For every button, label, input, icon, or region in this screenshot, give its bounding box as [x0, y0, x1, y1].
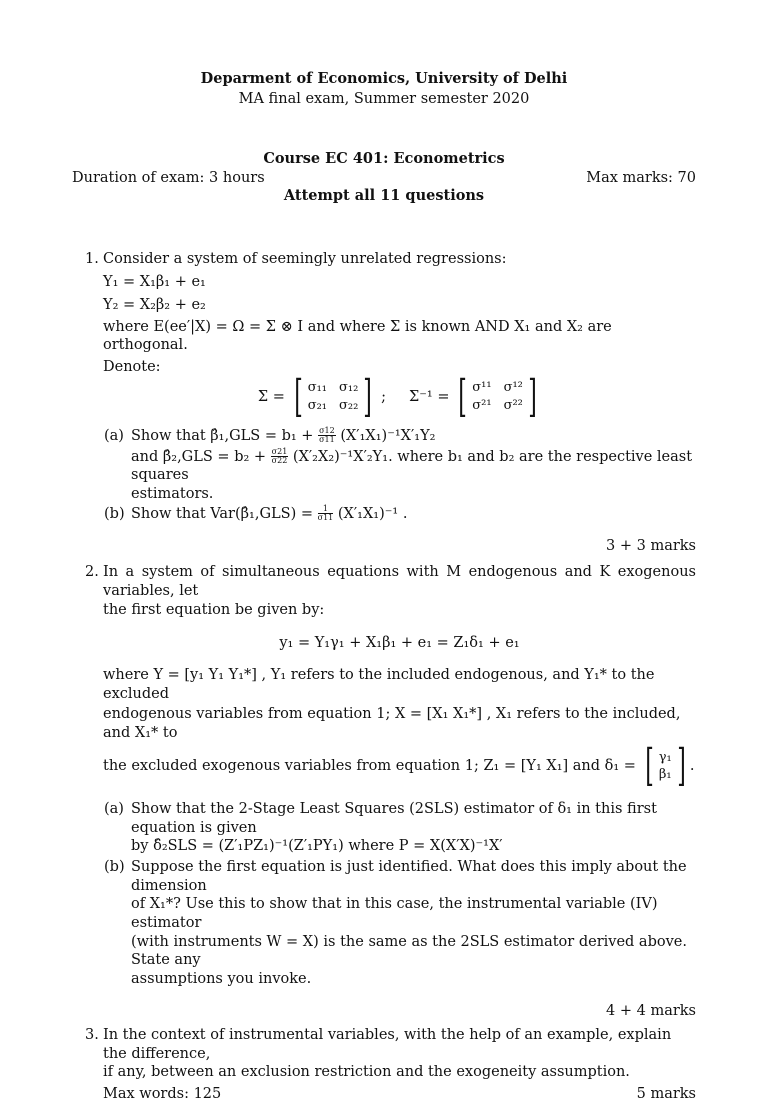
matrix-cell: σ²² [503, 397, 523, 413]
q1-equation-2: Y₂ = X₂β₂ + e₂ [103, 296, 206, 313]
q1-equation-1: Y₁ = X₁β₁ + e₁ [103, 273, 206, 290]
q3-line-2: if any, between an exclusion restriction and the exogeneity assumption. [103, 1064, 630, 1081]
left-bracket: [ [458, 370, 468, 422]
delta-vector [641, 740, 690, 792]
q1-where: where E(ee′|X) = Ω = Σ ⊗ I and where Σ is known AND X₁ and X₂ are orthogonal. [103, 318, 612, 354]
q2-part-b-line-1: Suppose the first equation is just identified. What does this imply about the dimension [131, 859, 687, 894]
q1-a-text: and β̂₂,GLS = b₂ + [131, 448, 267, 465]
department-title: Deparment of Economics, University of Delhi [200, 70, 568, 87]
attempt-instruction: Attempt all 11 questions [283, 187, 485, 205]
q2-part-a-line-2: by δ̂₂SLS = (Z′₁PZ₁)⁻¹(Z′₁PY₁) where P = X(X′X)⁻¹X′ [131, 838, 503, 855]
fraction [318, 427, 336, 444]
q1-part-b-line [131, 505, 696, 524]
q1-b-text: (X′₁X₁)⁻¹ . [337, 505, 408, 522]
q1-part-b [104, 504, 696, 524]
fraction-denominator: σ11 [319, 435, 335, 445]
matrix-cell: σ₁₂ [339, 380, 359, 396]
vector-cell: γ₁ [658, 749, 672, 765]
part-label: (a) [104, 427, 124, 444]
q2-where-line-1: where Y = [y₁ Y₁ Y₁*] , Y₁ refers to the included endogenous, and Y₁* to the excluded [103, 667, 655, 702]
q2-part-a [104, 800, 696, 856]
q2-intro-line-2: the first equation be given by: [103, 601, 325, 618]
q2-part-a-line-1: Show that the 2-Stage Least Squares (2SLS) estimator of δ₁ in this first equation is given [131, 801, 657, 836]
exam-page [72, 70, 696, 1104]
sigma-matrix [290, 370, 377, 422]
sigma-inverse-matrix [454, 370, 541, 422]
q1-b-text: Show that Var(β̂₁,GLS) = [131, 505, 314, 522]
q1-part-a-line-1 [131, 427, 696, 446]
fraction [318, 505, 334, 522]
q2-where-line-3 [103, 740, 696, 792]
question-number: 3. [85, 1027, 99, 1044]
semicolon: ; [381, 388, 386, 405]
q1-part-a [104, 426, 696, 504]
q2-part-b-line-4: assumptions you invoke. [131, 970, 312, 987]
q3-line-1: In the context of instrumental variables, with the help of an example, explain the difference, [103, 1027, 672, 1062]
matrix-cell: σ₁₁ [307, 380, 328, 396]
q2-part-b [104, 858, 696, 988]
q1-part-a-line-2 [131, 448, 696, 485]
q3-marks: 5 marks [636, 1086, 696, 1103]
exam-subtitle: MA final exam, Summer semester 2020 [238, 90, 530, 107]
q2-intro-line-1: In a system of simultaneous equations with M endogenous and K exogenous variables, let [103, 564, 696, 600]
fraction-numerator: σ12 [319, 426, 335, 436]
fraction-numerator: σ21 [271, 447, 288, 457]
sigma-lhs: Σ = [257, 388, 285, 405]
right-bracket: ] [363, 370, 373, 422]
q3-footer-row [103, 1085, 696, 1104]
exam-info-row [72, 169, 696, 188]
question-number: 2. [85, 564, 99, 581]
question-3 [85, 1026, 696, 1104]
q1-a-text: Show that β̂₁,GLS = b₁ + [131, 427, 314, 444]
q1-part-a-line-3: estimators. [131, 485, 214, 502]
duration-text: Duration of exam: 3 hours [72, 169, 265, 186]
part-label: (b) [104, 505, 125, 522]
fraction [271, 448, 289, 465]
right-bracket: ] [528, 370, 537, 422]
question-1 [85, 250, 696, 556]
q1-intro: Consider a system of seemingly unrelated regressions: [103, 250, 507, 267]
q2-where-text: the excluded exogenous variables from equation 1; Z₁ = [Y₁ X₁] and δ₁ = [103, 758, 636, 775]
q2-part-b-line-3: (with instruments W = X) is the same as the 2SLS estimator derived above. State any [131, 933, 687, 969]
matrix-cell: σ¹¹ [472, 380, 492, 396]
sigma-inverse-lhs: Σ⁻¹ = [409, 388, 450, 405]
vector-cell: β₁ [658, 767, 672, 783]
matrix-cell: σ¹² [503, 380, 523, 396]
max-marks-text: Max marks: 70 [586, 169, 696, 186]
q2-equation: y₁ = Y₁γ₁ + X₁β₁ + e₁ = Z₁δ₁ + e₁ [279, 634, 520, 651]
course-title: Course EC 401: Econometrics [263, 150, 505, 168]
fraction-denominator: σ11 [317, 513, 334, 523]
part-label: (a) [104, 801, 124, 818]
fraction-denominator: σ22 [271, 456, 288, 466]
q3-max-words: Max words: 125 [103, 1086, 222, 1103]
q2-where-line-2: endogenous variables from equation 1; X = [X₁ X₁*] , X₁ refers to the included, and X₁* to [103, 706, 681, 741]
fraction-numerator: 1 [318, 505, 334, 514]
matrix-cell: σ₂₁ [307, 397, 328, 413]
q1-a-text: (X′₁X₁)⁻¹X′₁Y₂ [340, 427, 436, 444]
left-bracket: [ [293, 370, 303, 422]
q1-a-text: (X′₂X₂)⁻¹X′₂Y₁. where b₁ and b₂ are the respective least squares [131, 448, 693, 484]
q1-denote: Denote: [103, 358, 161, 375]
question-number: 1. [85, 250, 99, 267]
q1-marks: 3 + 3 marks [606, 537, 696, 554]
matrix-cell: σ₂₂ [339, 397, 359, 413]
question-2 [85, 563, 696, 1020]
q1-sigma-definitions [103, 370, 696, 422]
right-bracket: ] [677, 740, 686, 792]
q2-part-b-line-2: of X₁*? Use this to show that in this case, the instrumental variable (IV) estimator [131, 896, 658, 932]
matrix-cell: σ²¹ [472, 397, 492, 413]
q2-marks: 4 + 4 marks [606, 1002, 696, 1019]
part-label: (b) [104, 859, 125, 876]
left-bracket: [ [644, 740, 654, 792]
q2-where-text: . [689, 758, 695, 775]
